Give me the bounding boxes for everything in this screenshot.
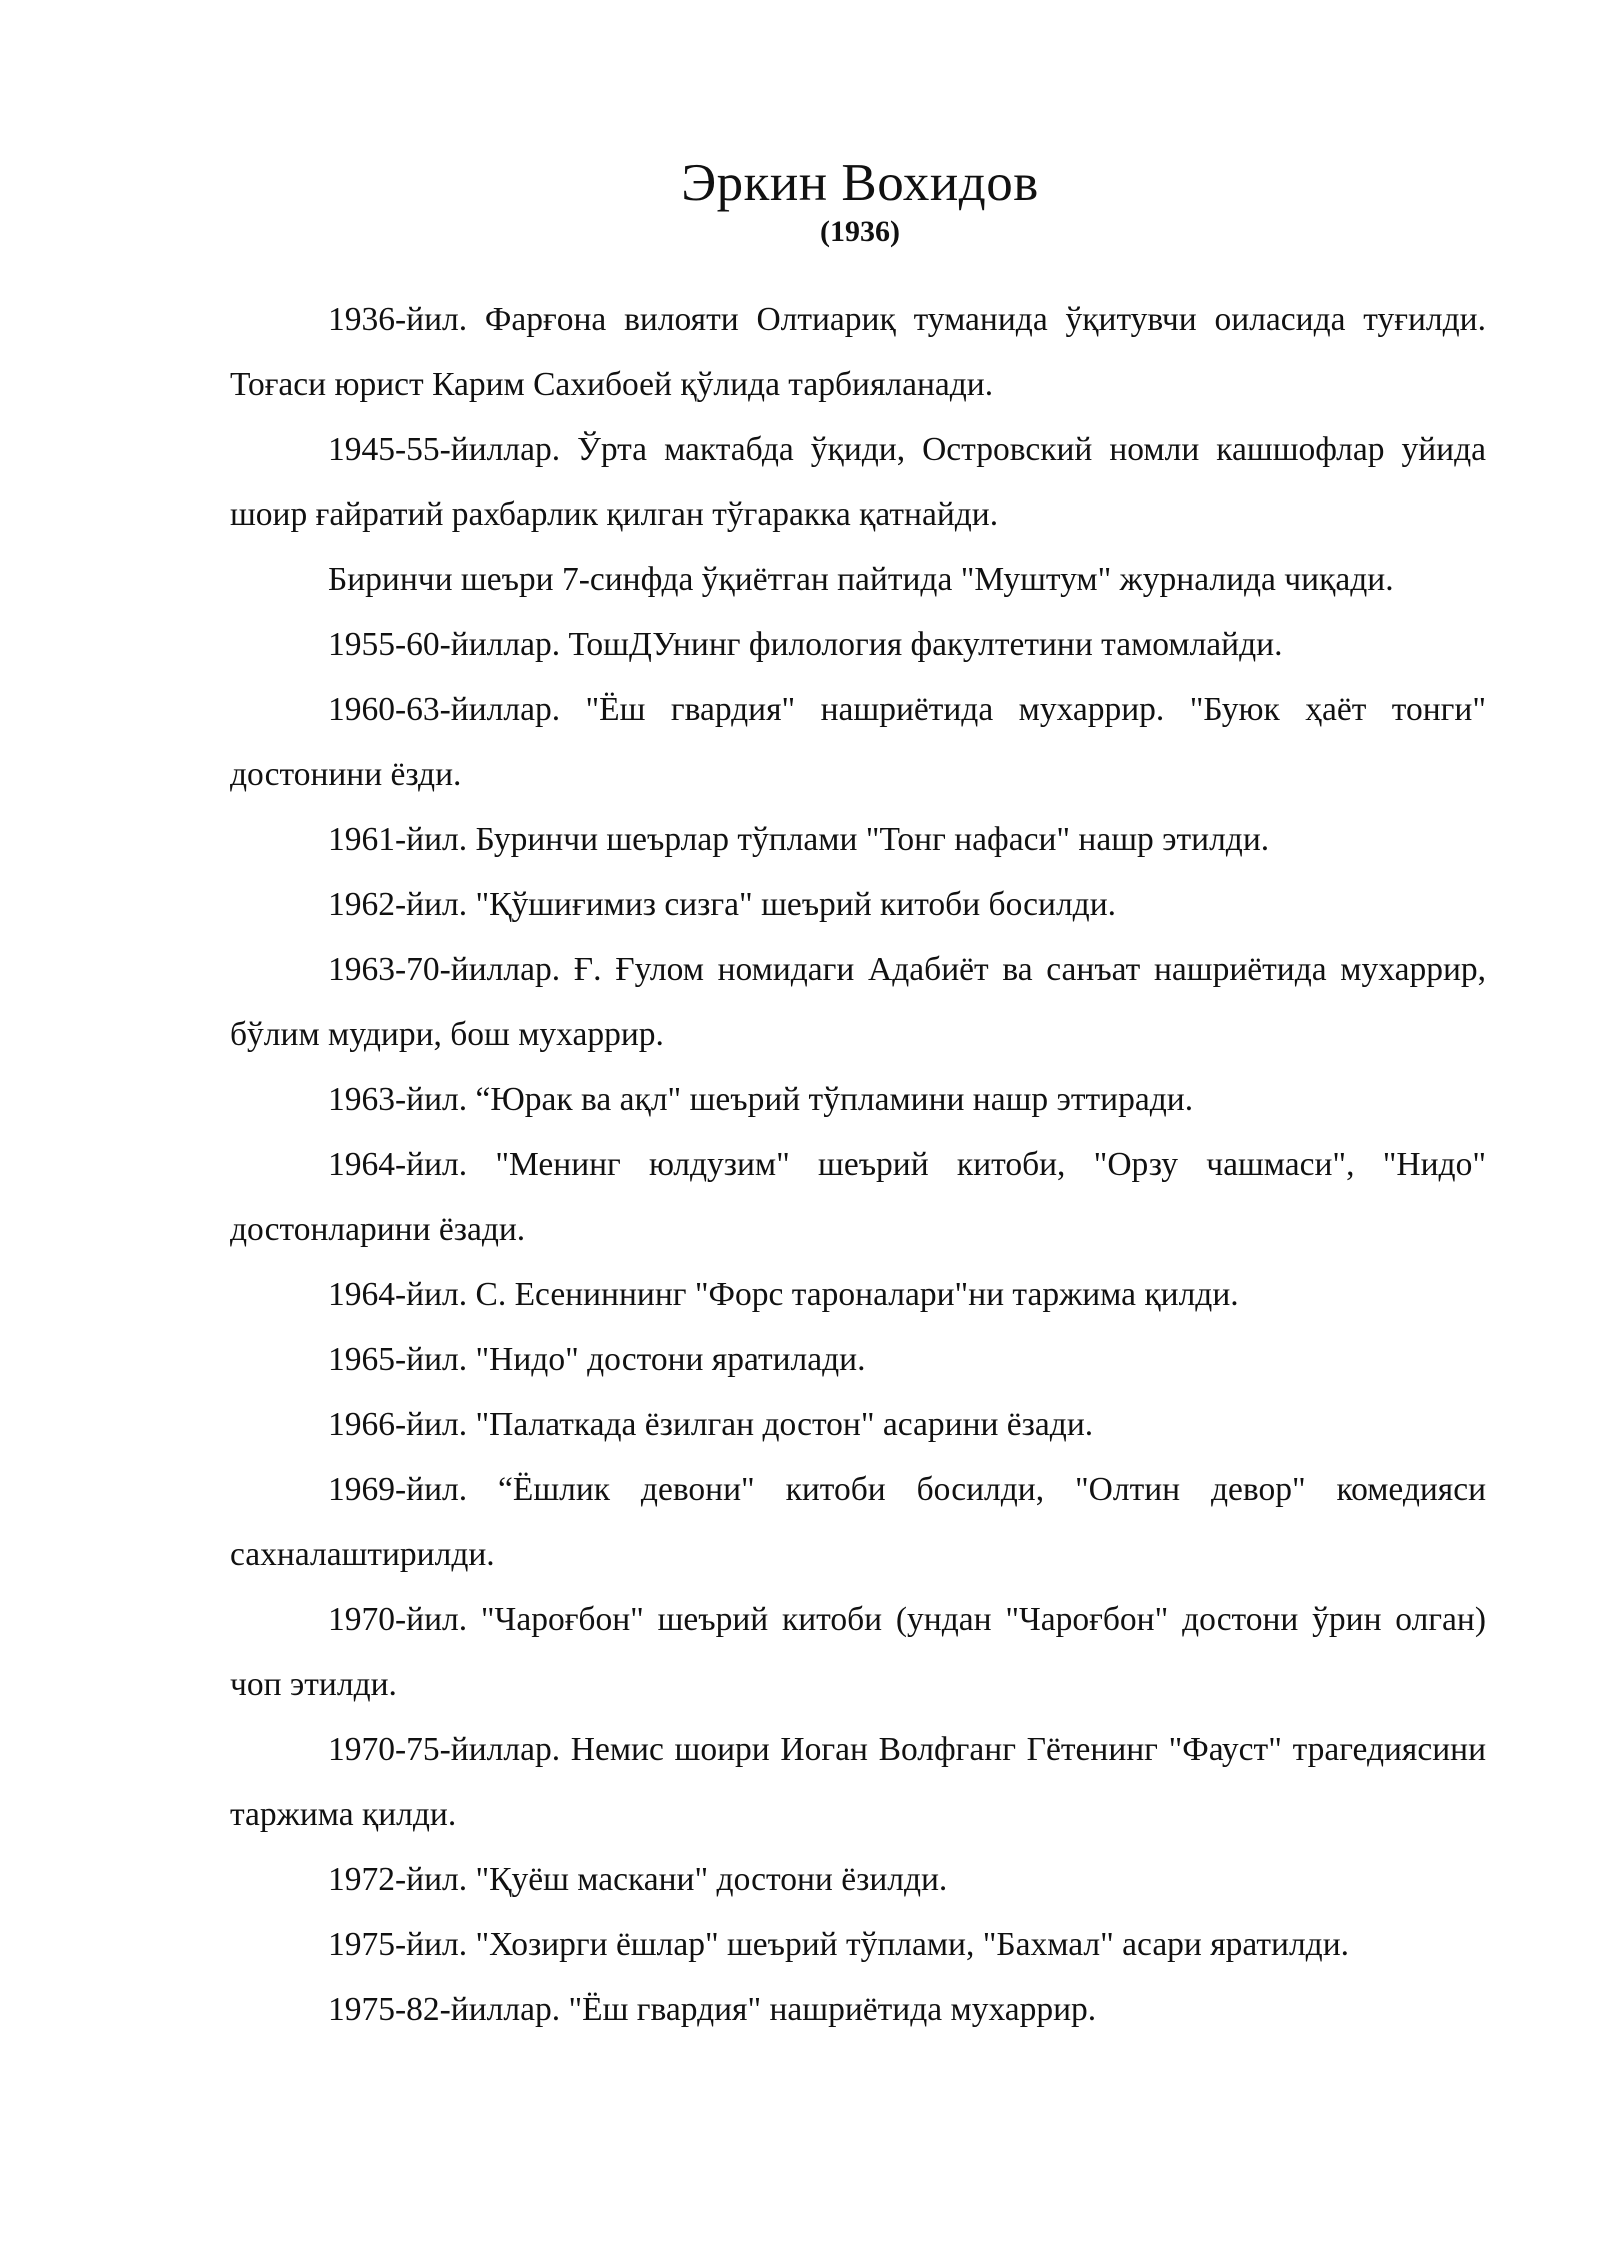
paragraph-12: 1965-йил. "Нидо" достони яратилади. bbox=[328, 1341, 866, 1378]
page-title: Эркин Вохидов bbox=[681, 154, 1039, 212]
paragraph-6: 1961-йил. Буринчи шеърлар тўплами "Тонг нафаси" нашр этилди. bbox=[328, 821, 1270, 858]
paragraph-5: 1960-63-йиллар. "Ёш гвардия" нашриётида мухаррир. "Буюк ҳаёт тонги" достонини ёзди. bbox=[230, 691, 1486, 793]
paragraph-11: 1964-йил. С. Есениннинг "Форс тароналари"ни таржима қилди. bbox=[328, 1276, 1239, 1313]
paragraph-1: 1936-йил. Фарғона вилояти Олтиариқ туманида ўқитувчи оиласида туғилди. Тоғаси юрист Карим Сахибоей қўлида тарбияланади. bbox=[230, 301, 1486, 403]
document-body bbox=[230, 287, 1486, 2042]
paragraph-7: 1962-йил. "Қўшиғимиз сизга" шеърий китоби босилди. bbox=[328, 886, 1117, 923]
paragraph-17: 1972-йил. "Қуёш маскани" достони ёзилди. bbox=[328, 1861, 948, 1898]
paragraph-10: 1964-йил. "Менинг юлдузим" шеърий китоби, "Орзу чашмаси", "Нидо" достонларини ёзади. bbox=[230, 1146, 1486, 1248]
paragraph-13: 1966-йил. "Палаткада ёзилган достон" асарини ёзади. bbox=[328, 1406, 1094, 1443]
paragraph-8: 1963-70-йиллар. Ғ. Ғулом номидаги Адабиёт ва санъат нашриётида мухаррир, бўлим мудири, бош мухаррир. bbox=[230, 951, 1486, 1053]
page-subtitle-years: (1936) bbox=[820, 215, 900, 248]
paragraph-15: 1970-йил. "Чароғбон" шеърий китоби (ундан "Чароғбон" достони ўрин олган) чоп этилди. bbox=[230, 1601, 1486, 1703]
paragraph-16: 1970-75-йиллар. Немис шоири Иоган Волфганг Гётенинг "Фауст" трагедиясини таржима қилди. bbox=[230, 1731, 1486, 1833]
paragraph-18: 1975-йил. "Хозирги ёшлар" шеърий тўплами, "Бахмал" асари яратилди. bbox=[328, 1926, 1350, 1963]
paragraph-14: 1969-йил. “Ёшлик девони" китоби босилди, "Олтин девор" комедияси сахналаштирилди. bbox=[230, 1471, 1486, 1573]
paragraph-4: 1955-60-йиллар. ТошДУнинг филология факултетини тамомлайди. bbox=[328, 626, 1283, 663]
paragraph-9: 1963-йил. “Юрак ва ақл" шеърий тўпламини нашр эттиради. bbox=[328, 1081, 1194, 1118]
paragraph-3: Биринчи шеъри 7-синфда ўқиётган пайтида "Муштум" журналида чиқади. bbox=[328, 561, 1394, 598]
document-header bbox=[0, 152, 1600, 248]
paragraph-2: 1945-55-йиллар. Ўрта мактабда ўқиди, Островский номли кашшофлар уйида шоир ғайратий рахбарлик қилган тўгаракка қатнайди. bbox=[230, 431, 1486, 533]
paragraph-19: 1975-82-йиллар. "Ёш гвардия" нашриётида мухаррир. bbox=[328, 1991, 1097, 2028]
